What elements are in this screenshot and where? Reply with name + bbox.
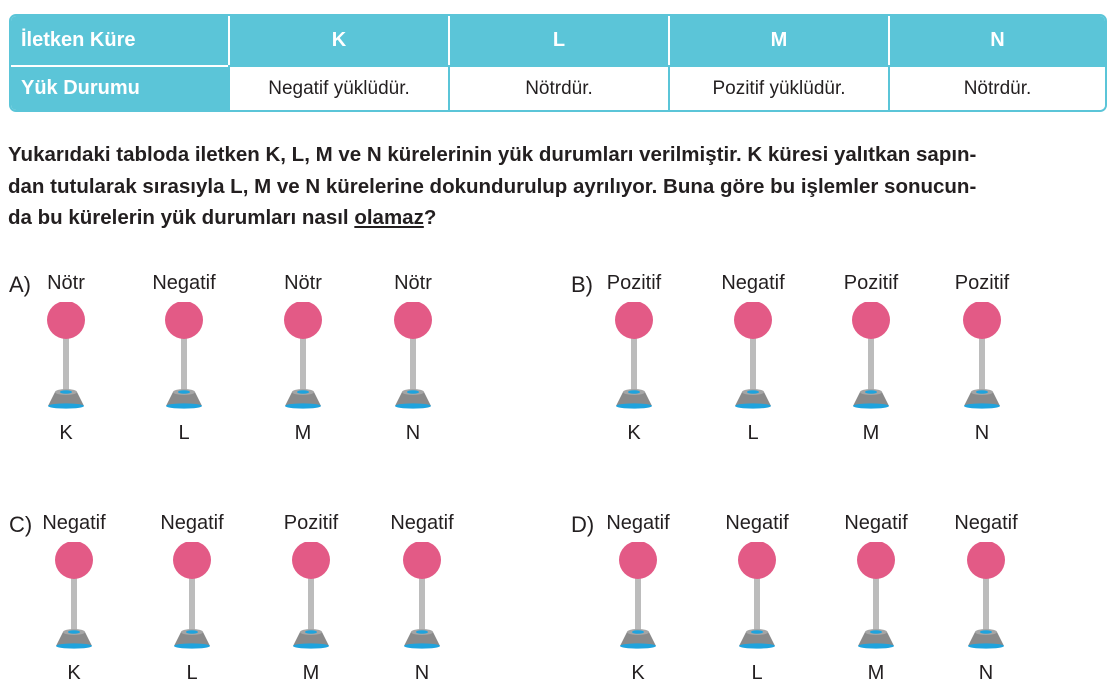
sphere-name-label: K [627,422,641,444]
option-charge-label: Pozitif [843,272,899,294]
sphere-name-label: N [974,422,990,444]
table-cell-k: Negatif yüklüdür. [228,65,448,110]
option-charge-label: Negatif [725,512,789,534]
option-c-letter: C) [9,512,33,537]
table-cell-l: Nötrdür. [448,65,668,110]
conductor-sphere-icon [392,542,452,652]
sphere-name-label: K [59,422,73,444]
sphere-name-label: N [414,662,430,684]
conductor-sphere-icon [608,542,668,652]
conductor-sphere-icon [281,542,341,652]
option-charge-label: Nötr [394,272,432,294]
option-charge-label: Negatif [160,512,224,534]
question-keyword-olamaz: olamaz [354,206,424,229]
option-charge-label: Negatif [844,512,908,534]
table-header-label: İletken Küre [11,16,228,65]
sphere-name-label: L [178,422,190,444]
sphere-name-label: K [631,662,645,684]
option-charge-label: Pozitif [606,272,662,294]
conductor-sphere-icon [383,302,443,412]
table-header-l: L [448,16,668,65]
conductor-sphere-icon [841,302,901,412]
table-header-k: K [228,16,448,65]
conductor-sphere-icon [36,302,96,412]
sphere-name-label: M [302,662,320,684]
question-line-3-end: ? [423,206,437,229]
sphere-name-label: K [67,662,81,684]
sphere-name-label: L [186,662,198,684]
question-line-1: Yukarıdaki tabloda iletken K, L, M ve N kürelerinin yük durumları verilmiştir. K küresi yalıtkan sapın- [8,143,977,166]
conductor-sphere-icon [723,302,783,412]
charge-table [9,14,1107,112]
conductor-sphere-icon [162,542,222,652]
sphere-name-label: M [294,422,312,444]
table-header-n: N [888,16,1105,65]
option-charge-label: Nötr [47,272,85,294]
option-charge-label: Negatif [42,512,106,534]
option-d-letter: D) [571,512,595,537]
conductor-sphere-icon [846,542,906,652]
conductor-sphere-icon [727,542,787,652]
sphere-name-label: N [405,422,421,444]
table-cell-m: Pozitif yüklüdür. [668,65,888,110]
sphere-name-label: M [867,662,885,684]
sphere-name-label: L [747,422,759,444]
conductor-sphere-icon [604,302,664,412]
option-charge-label: Negatif [606,512,670,534]
option-charge-label: Negatif [954,512,1018,534]
table-row-label: Yük Durumu [11,65,228,110]
question-text [8,139,1108,234]
sphere-name-label: N [978,662,994,684]
option-b-letter: B) [571,272,593,297]
sphere-name-label: L [751,662,763,684]
question-line-2: dan tutularak sırasıyla L, M ve N kürelerine dokundurulup ayrılıyor. Buna göre bu işlemler sonucun- [8,174,977,198]
option-charge-label: Negatif [390,512,454,534]
option-charge-label: Pozitif [954,272,1010,294]
question-line-3 [8,202,1108,234]
question-line-3-start: da bu kürelerin yük durumları nasıl [8,206,355,229]
conductor-sphere-icon [952,302,1012,412]
option-charge-label: Negatif [152,272,216,294]
table-cell-n: Nötrdür. [888,65,1105,110]
option-charge-label: Nötr [284,272,322,294]
option-charge-label: Pozitif [283,512,339,534]
conductor-sphere-icon [956,542,1016,652]
conductor-sphere-icon [273,302,333,412]
option-charge-label: Negatif [721,272,785,294]
conductor-sphere-icon [44,542,104,652]
sphere-name-label: M [862,422,880,444]
conductor-sphere-icon [154,302,214,412]
option-a-letter: A) [9,272,31,297]
table-header-m: M [668,16,888,65]
